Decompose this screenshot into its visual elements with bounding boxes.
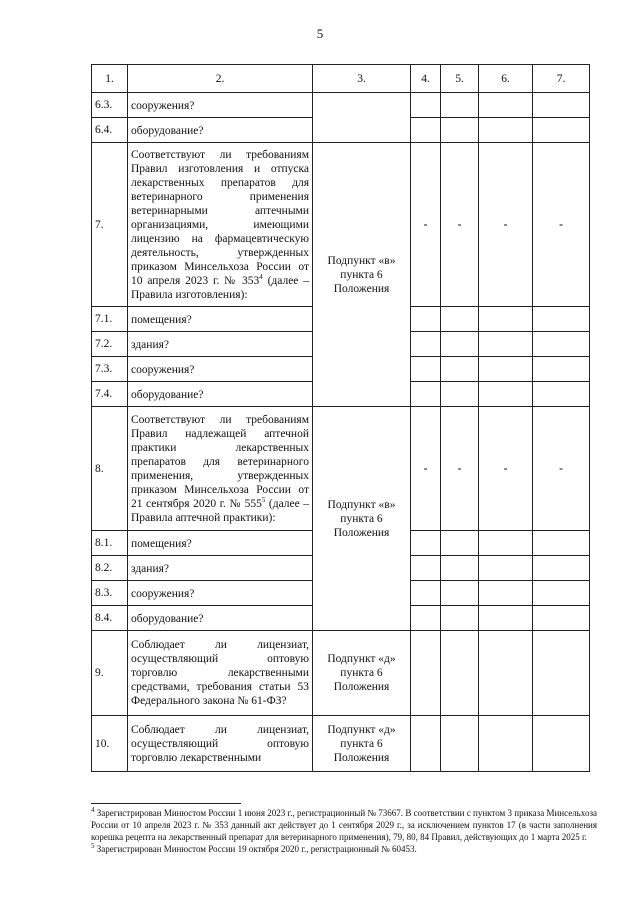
dash-cell: - — [441, 407, 479, 531]
answer-cell — [411, 581, 441, 606]
answer-cell — [533, 382, 590, 407]
question-text: Соответствуют ли требованиям Правил изготовления и отпуска лекарственных препаратов для ветеринарного применения ветеринарными аптечными организациями, имеющими лицензию на фармацевтическую деятельность, утвержденных приказом Минсельхоза России от 10 апреля 2023 г. № $353^4$ (далее – Правила изготовления): — [128, 143, 313, 307]
basis-cell: Подпункт «в» пункта 6 Положения — [313, 143, 411, 407]
answer-cell — [479, 581, 533, 606]
question-text: здания? — [128, 332, 313, 357]
table-row — [92, 716, 590, 772]
row-number: 7.3. — [92, 357, 128, 382]
question-text: помещения? — [128, 531, 313, 556]
answer-cell — [411, 307, 441, 332]
answer-cell — [533, 307, 590, 332]
answer-cell — [441, 118, 479, 143]
answer-cell — [479, 382, 533, 407]
header-cell: 5. — [441, 65, 479, 93]
answer-cell — [411, 531, 441, 556]
footnote-ref: 4 — [259, 272, 263, 281]
footnotes — [91, 803, 597, 855]
page-number: 5 — [316, 26, 324, 41]
answer-cell — [479, 631, 533, 716]
answer-cell — [533, 93, 590, 118]
footnote-5: $^5$ Зарегистрирован Минюстом России 19 октября 2020 г., регистрационный № 60453. — [91, 842, 417, 854]
header-cell: 6. — [479, 65, 533, 93]
row-number: 7. — [92, 143, 128, 307]
row-number: 7.4. — [92, 382, 128, 407]
answer-cell — [479, 93, 533, 118]
dash-cell: - — [533, 143, 590, 307]
table-row — [92, 407, 590, 531]
row-number: 7.1. — [92, 307, 128, 332]
table-row — [92, 93, 590, 118]
answer-cell — [533, 556, 590, 581]
answer-cell — [479, 332, 533, 357]
dash-cell: - — [441, 143, 479, 307]
question-text: сооружения? — [128, 357, 313, 382]
answer-cell — [533, 118, 590, 143]
footnote-ref: 5 — [261, 495, 266, 504]
answer-cell — [533, 531, 590, 556]
row-number: 6.3. — [92, 93, 128, 118]
table-header-row — [92, 65, 590, 93]
header-cell: 7. — [533, 65, 590, 93]
table-row — [92, 143, 590, 307]
answer-cell — [441, 332, 479, 357]
question-text: здания? — [128, 556, 313, 581]
footnote-divider — [91, 803, 241, 804]
dash-cell: - — [411, 143, 441, 307]
answer-cell — [533, 332, 590, 357]
answer-cell — [479, 531, 533, 556]
answer-cell — [411, 382, 441, 407]
answer-cell — [411, 118, 441, 143]
basis-cell: Подпункт «д» пункта 6 Положения — [313, 631, 411, 716]
dash-cell: - — [411, 407, 441, 531]
answer-cell — [479, 118, 533, 143]
question-text: помещения? — [128, 307, 313, 332]
question-text: оборудование? — [128, 606, 313, 631]
answer-cell — [533, 716, 590, 772]
dash-cell: - — [533, 407, 590, 531]
question-text: Соблюдает ли лицензиат, осуществляющий оптовую торговлю лекарственными средствами, требования статьи 53 Федерального закона № 61-ФЗ? — [128, 631, 313, 716]
answer-cell — [441, 382, 479, 407]
answer-cell — [411, 631, 441, 716]
checklist-table — [91, 64, 590, 772]
answer-cell — [479, 307, 533, 332]
header-cell: 2. — [128, 65, 313, 93]
answer-cell — [411, 556, 441, 581]
answer-cell — [411, 716, 441, 772]
answer-cell — [441, 307, 479, 332]
header-cell: 4. — [411, 65, 441, 93]
answer-cell — [533, 606, 590, 631]
row-number: 8.2. — [92, 556, 128, 581]
row-number: 7.2. — [92, 332, 128, 357]
row-number: 8.3. — [92, 581, 128, 606]
row-number: 8. — [92, 407, 128, 531]
answer-cell — [441, 631, 479, 716]
answer-cell — [441, 531, 479, 556]
answer-cell — [479, 716, 533, 772]
answer-cell — [479, 357, 533, 382]
table-row — [92, 631, 590, 716]
answer-cell — [479, 606, 533, 631]
footnote-4: $^4$ Зарегистрирован Минюстом России 1 июня 2023 г., регистрационный № 73667. В соответствии с пунктом 3 приказа Минсельхоза России от 10 апреля 2023 г. № 353 данный акт действует до 1 сентября 2029 г., за исключением пунктов 17 (в части заполнения корешка рецепта на лекарственный препарат для ветеринарного применения), 79, 80, 84 Правил, действующих до 1 марта 2025 г. — [91, 806, 597, 842]
answer-cell — [411, 332, 441, 357]
question-text: оборудование? — [128, 382, 313, 407]
answer-cell — [479, 556, 533, 581]
answer-cell — [411, 606, 441, 631]
row-number: 8.1. — [92, 531, 128, 556]
dash-cell: - — [479, 143, 533, 307]
basis-cell: Подпункт «д» пункта 6 Положения — [313, 716, 411, 772]
answer-cell — [441, 581, 479, 606]
answer-cell — [441, 716, 479, 772]
row-number: 8.4. — [92, 606, 128, 631]
answer-cell — [441, 357, 479, 382]
row-number: 9. — [92, 631, 128, 716]
answer-cell — [533, 631, 590, 716]
answer-cell — [411, 357, 441, 382]
row-number: 6.4. — [92, 118, 128, 143]
header-cell: 1. — [92, 65, 128, 93]
answer-cell — [533, 581, 590, 606]
question-text: сооружения? — [128, 93, 313, 118]
row-number: 10. — [92, 716, 128, 772]
question-text: сооружения? — [128, 581, 313, 606]
answer-cell — [441, 556, 479, 581]
question-text: оборудование? — [128, 118, 313, 143]
dash-cell: - — [479, 407, 533, 531]
answer-cell — [411, 93, 441, 118]
basis-cell: Подпункт «в» пункта 6 Положения — [313, 407, 411, 631]
basis-cell — [313, 93, 411, 143]
question-text: Соответствуют ли требованиям Правил надлежащей аптечной практики лекарственных препаратов для ветеринарного применения, утвержденных приказом Минсельхоза России от 21 сентября 2020 г. № $555^5$ (далее – Правила аптечной практики): — [128, 407, 313, 531]
question-text: Соблюдает ли лицензиат, осуществляющий оптовую торговлю лекарственными — [128, 716, 313, 772]
answer-cell — [533, 357, 590, 382]
header-cell: 3. — [313, 65, 411, 93]
answer-cell — [441, 93, 479, 118]
answer-cell — [441, 606, 479, 631]
